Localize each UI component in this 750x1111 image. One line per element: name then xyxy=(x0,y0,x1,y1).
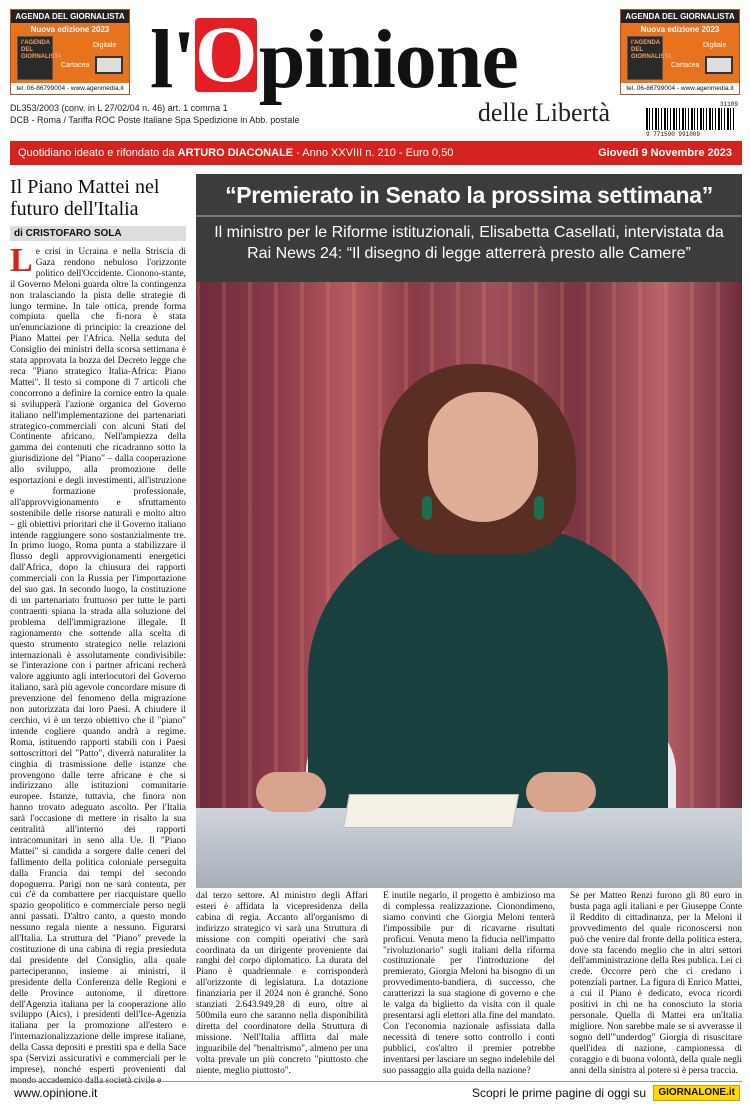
ad-digital-label: Digitale xyxy=(703,42,727,49)
agenda-book-icon: l'AGENDA DEL GIORNALISTA xyxy=(17,36,53,80)
ad-contact: tel. 06-86799004 - www.agenmedia.it xyxy=(621,83,739,94)
pubinfo-line1: DL353/2003 (conv. in L 27/02/04 n. 46) art. 1 comma 1 xyxy=(10,103,228,113)
column-2: È inutile negarlo, il progetto è ambizioso ma di complessa realizzazione. Cionondimeno, siamo convinti che Giorgia Meloni tenterà l'impossibile pur di ricavarne risultati proficui. Venuta meno la fiducia nell'impatto "rivoluzionario" sugli italiani della riforma costituzionale per l'introduzione del premierato, Giorgia Meloni ha bisogno di un provvedimento-bandiera, di successo, che caratterizzi la sua stagione di governo e che le valga da biglietto da visita con il quale presentarsi agli elettori alla fine del mandato. Con l'economia nazionale asfissiata dalla necessità di tenere sotto controllo i conti pubblici, cos'altro il premier potrebbe inventarsi per lasciare un segno indelebile del suo passaggio alla guida della nazione? xyxy=(383,891,555,1076)
issue-date: Giovedì 9 Novembre 2023 xyxy=(598,147,732,159)
agenda-ad-right[interactable] xyxy=(620,9,740,95)
publication-info xyxy=(10,102,299,126)
issue-details: - Anno XXVIII n. 210 - Euro 0,50 xyxy=(296,147,454,159)
column-1: dal terzo settore. Al ministro degli Affari esteri è affidata la vicepresidenza della cabina di regia. Accanto all'organismo di indirizzo strategico vi sarà una Struttura di missione con compiti operativi che sarà coordinata da un dirigente proveniente dai ranghi del corpo diplomatico. La durata del Piano è quadriennale e corrisponderà all'orizzonte di legislatura. La dotazione finanziaria per il 2024 non è granché. Sono stanziati 2.643.949,28 di euro, oltre ai 500mila euro che saranno nella disponibilità diretta del coordinatore della Struttura di missione. Nell'Italia afflitta dal male inguaribile del "benaltrismo", almeno per una volta prevale un più concreto "piuttosto che niente, meglio piuttosto". xyxy=(196,891,368,1076)
column-3: Se per Matteo Renzi furono gli 80 euro in busta paga agli italiani e per Giuseppe Conte il Reddito di cittadinanza, per la Meloni il provvedimento del quale riconoscersi non può che venire dal fronte della politica estera, dove sta facendo meglio che in altri settori dell'amministrazione della Res publica. Lei ci crede. Occorre però che ci credano i potenziali partner. La figura di Enrico Mattei, a cui il Piano è dedicato, evoca ricordi positivi in chi ne ha conosciuto la storia personale. Quella di Mattei era un'Italia migliore. Non sarebbe male se si avverasse il sogno dell'"underdog" Giorgia di risuscitare quell'idea di nazione, campionessa di coraggio e di buona volontà, della quale negli anni della sinistra al potere si è persa traccia. xyxy=(570,891,742,1076)
ad-edition: Nuova edizione 2023 xyxy=(640,25,720,34)
main-headline-box[interactable] xyxy=(196,174,742,282)
hand-right xyxy=(526,772,596,812)
hand-left xyxy=(256,772,326,812)
earring-icon xyxy=(422,496,432,520)
article-body xyxy=(10,247,186,1087)
ad-paper-label: Cartacea xyxy=(61,62,90,69)
footer xyxy=(10,1081,742,1103)
article-byline: di CRISTOFARO SOLA xyxy=(10,226,186,241)
logo-subtitle: delle Libertà xyxy=(477,98,610,127)
giornalone-badge[interactable]: GIORNALONE.it xyxy=(653,1085,740,1101)
article-title: Il Piano Mattei nel futuro dell'Italia xyxy=(10,176,160,220)
left-article xyxy=(10,176,186,1087)
barcode-bars xyxy=(646,108,734,130)
promo-text: Scopri le prime pagine di oggi su xyxy=(472,1086,647,1100)
person-face xyxy=(428,392,538,522)
agenda-ad-left[interactable] xyxy=(10,9,130,95)
ad-paper-label: Cartacea xyxy=(671,62,700,69)
lead-photo xyxy=(196,282,742,888)
ad-contact: tel. 06-86799004 - www.agenmedia.it xyxy=(11,83,129,94)
dateline-bar xyxy=(10,141,742,165)
founder-name: ARTURO DIACONALE xyxy=(177,147,294,159)
site-link[interactable]: www.opinione.it xyxy=(14,1086,98,1100)
barcode-number: 9 771590 991009 xyxy=(646,131,701,138)
ad-edition: Nuova edizione 2023 xyxy=(30,25,110,34)
open-book xyxy=(343,794,519,828)
person-jacket xyxy=(308,527,668,827)
logo-o-mark: O xyxy=(195,11,257,99)
ad-digital-label: Digitale xyxy=(93,42,117,49)
main-subheadline: Il ministro per le Riforme istituzionali, Elisabetta Casellati, intervistata da Rai News 24: “Il disegno di legge atterrerà presto alle Camere” xyxy=(214,224,724,262)
laptop-icon xyxy=(705,56,733,74)
barcode xyxy=(646,100,738,136)
dropcap: L xyxy=(10,247,33,279)
ad-title: AGENDA DEL GIORNALISTA xyxy=(621,10,739,23)
article-body-text: e crisi in Ucraina e nella Striscia di Gaza rendono nebuloso l'orizzonte politico dell'Occidente. Cionono-stante, il Governo Meloni guarda oltre la contingenza non tralasciando la pista delle strategie di lungo termine. In tale ottica, prende forma compiuta quella che fi-nora è stata un'enunciazione di principio: la creazione del Piano Mattei per l'Africa. Nella seduta del Consiglio dei ministri della scorsa settimana è stata approvata la bozza del Decreto legge che reca "Piano strategico Italia-Africa: Piano Mattei". Il testo si compone di 7 articoli che concorrono a definire la cornice entro la quale si svilupperà l'azione organica del Governo italiano nell'implementazione dei partenariati strategico-commerciali con alcuni Stati del Continente africano. Nell'ampiezza della gamma dei contenuti che ricadranno sotto la giurisdizione del "Piano" – dalla cooperazione allo sviluppo, alla promozione delle esportazioni e degli investimenti, all'istruzione e formazione professionale, all'approvvigionamento e sfruttamento sostenibile delle risorse naturali e molto altro – gli obiettivi prioritari che il Governo italiano intende raggiungere sono sostanzialmente tre. In primo luogo, Roma punta a stabilizzare il flusso degli approvvigionamenti energetici dall'Africa, dopo la chiusura dei rapporti commerciali con la Russia per l'importazione del suo gas. In secondo luogo, la costituzione di un partenariato fruttuoso per tutte le parti contraenti spiana la strada alla soluzione del problema dell'immigrazione illegale. Il ragionamento che sottende alla scelta di questo strumento strategico nelle relazioni internazionali è assolutamente condivisibile: se l'interazione con i partner africani recherà valore aggiunto agli interlocutori del Governo italiano, sarà più agevole concordare misure di prevenzione del fenomeno della migrazione non autorizzata dai loro Paesi. A chiudere il cerchio, vi è un terzo obiettivo che il "piano" intende cogliere quando andrà a regime. Roma, istituendo rapporti stabili con i Paesi sottoscrittori del "Patto", diverrà naturaliter la cinghia di trasmissione delle istanze che provengono dalle terre africane e che si indirizzano alle istituzioni comunitarie europee. Istanze, tuttavia, che finora non hanno trovato adeguato ascolto. Per l'Italia sarà l'occasione di mettere in risalto la sua centralità all'interno dei rapporti intracomunitari in seno alla Ue. Il "Piano Mattei" si candida a sorgere dalle ceneri del fallimento della politica coloniale perseguita dalla Francia dai tempi del secondo dopoguerra. Parigi non ne sarà contenta, per cui c'è da combattere per riacquistare quello spazio geopolitico e commerciale perso negli anni passati. D'altro canto, a questo mondo nessuno regala niente a nessuno. Figurarsi all'Italia. La struttura del "Piano" prevede la costituzione di una cabina di regia presieduta dal presidente del Consiglio, alla quale parteciperanno, insieme ai ministri, il presidente della Conferenza delle Regioni e delle Province autonome, il direttore dell'Agenzia italiana per la cooperazione allo sviluppo (Aics), i presidenti dell'Ice-Agenzia italiana per la promozione all'estero e l'internazionalizzazione delle imprese italiane, della Cassa depositi e prestiti spa e della Sace spa (Servizi assicurativi e commerciali per le imprese), nonché esperti provenienti dal mondo accademico dalla società civile e xyxy=(10,247,186,1086)
tagline: Quotidiano ideato e rifondato da xyxy=(18,147,175,159)
agenda-book-icon: l'AGENDA DEL GIORNALISTA xyxy=(627,36,663,80)
laptop-icon xyxy=(95,56,123,74)
barcode-issue: 31109 xyxy=(719,101,738,108)
pubinfo-line2: DCB - Roma / Tariffa ROC Poste Italiane Spa Spedizione in Abb. postale xyxy=(10,115,300,125)
earring-icon xyxy=(534,496,544,520)
headline-divider xyxy=(196,215,742,217)
logo-text: pinione xyxy=(258,13,518,106)
ad-title: AGENDA DEL GIORNALISTA xyxy=(11,10,129,23)
logo-prefix: l' xyxy=(150,13,195,106)
main-headline: “Premierato in Senato la prossima settimana” xyxy=(225,182,713,208)
